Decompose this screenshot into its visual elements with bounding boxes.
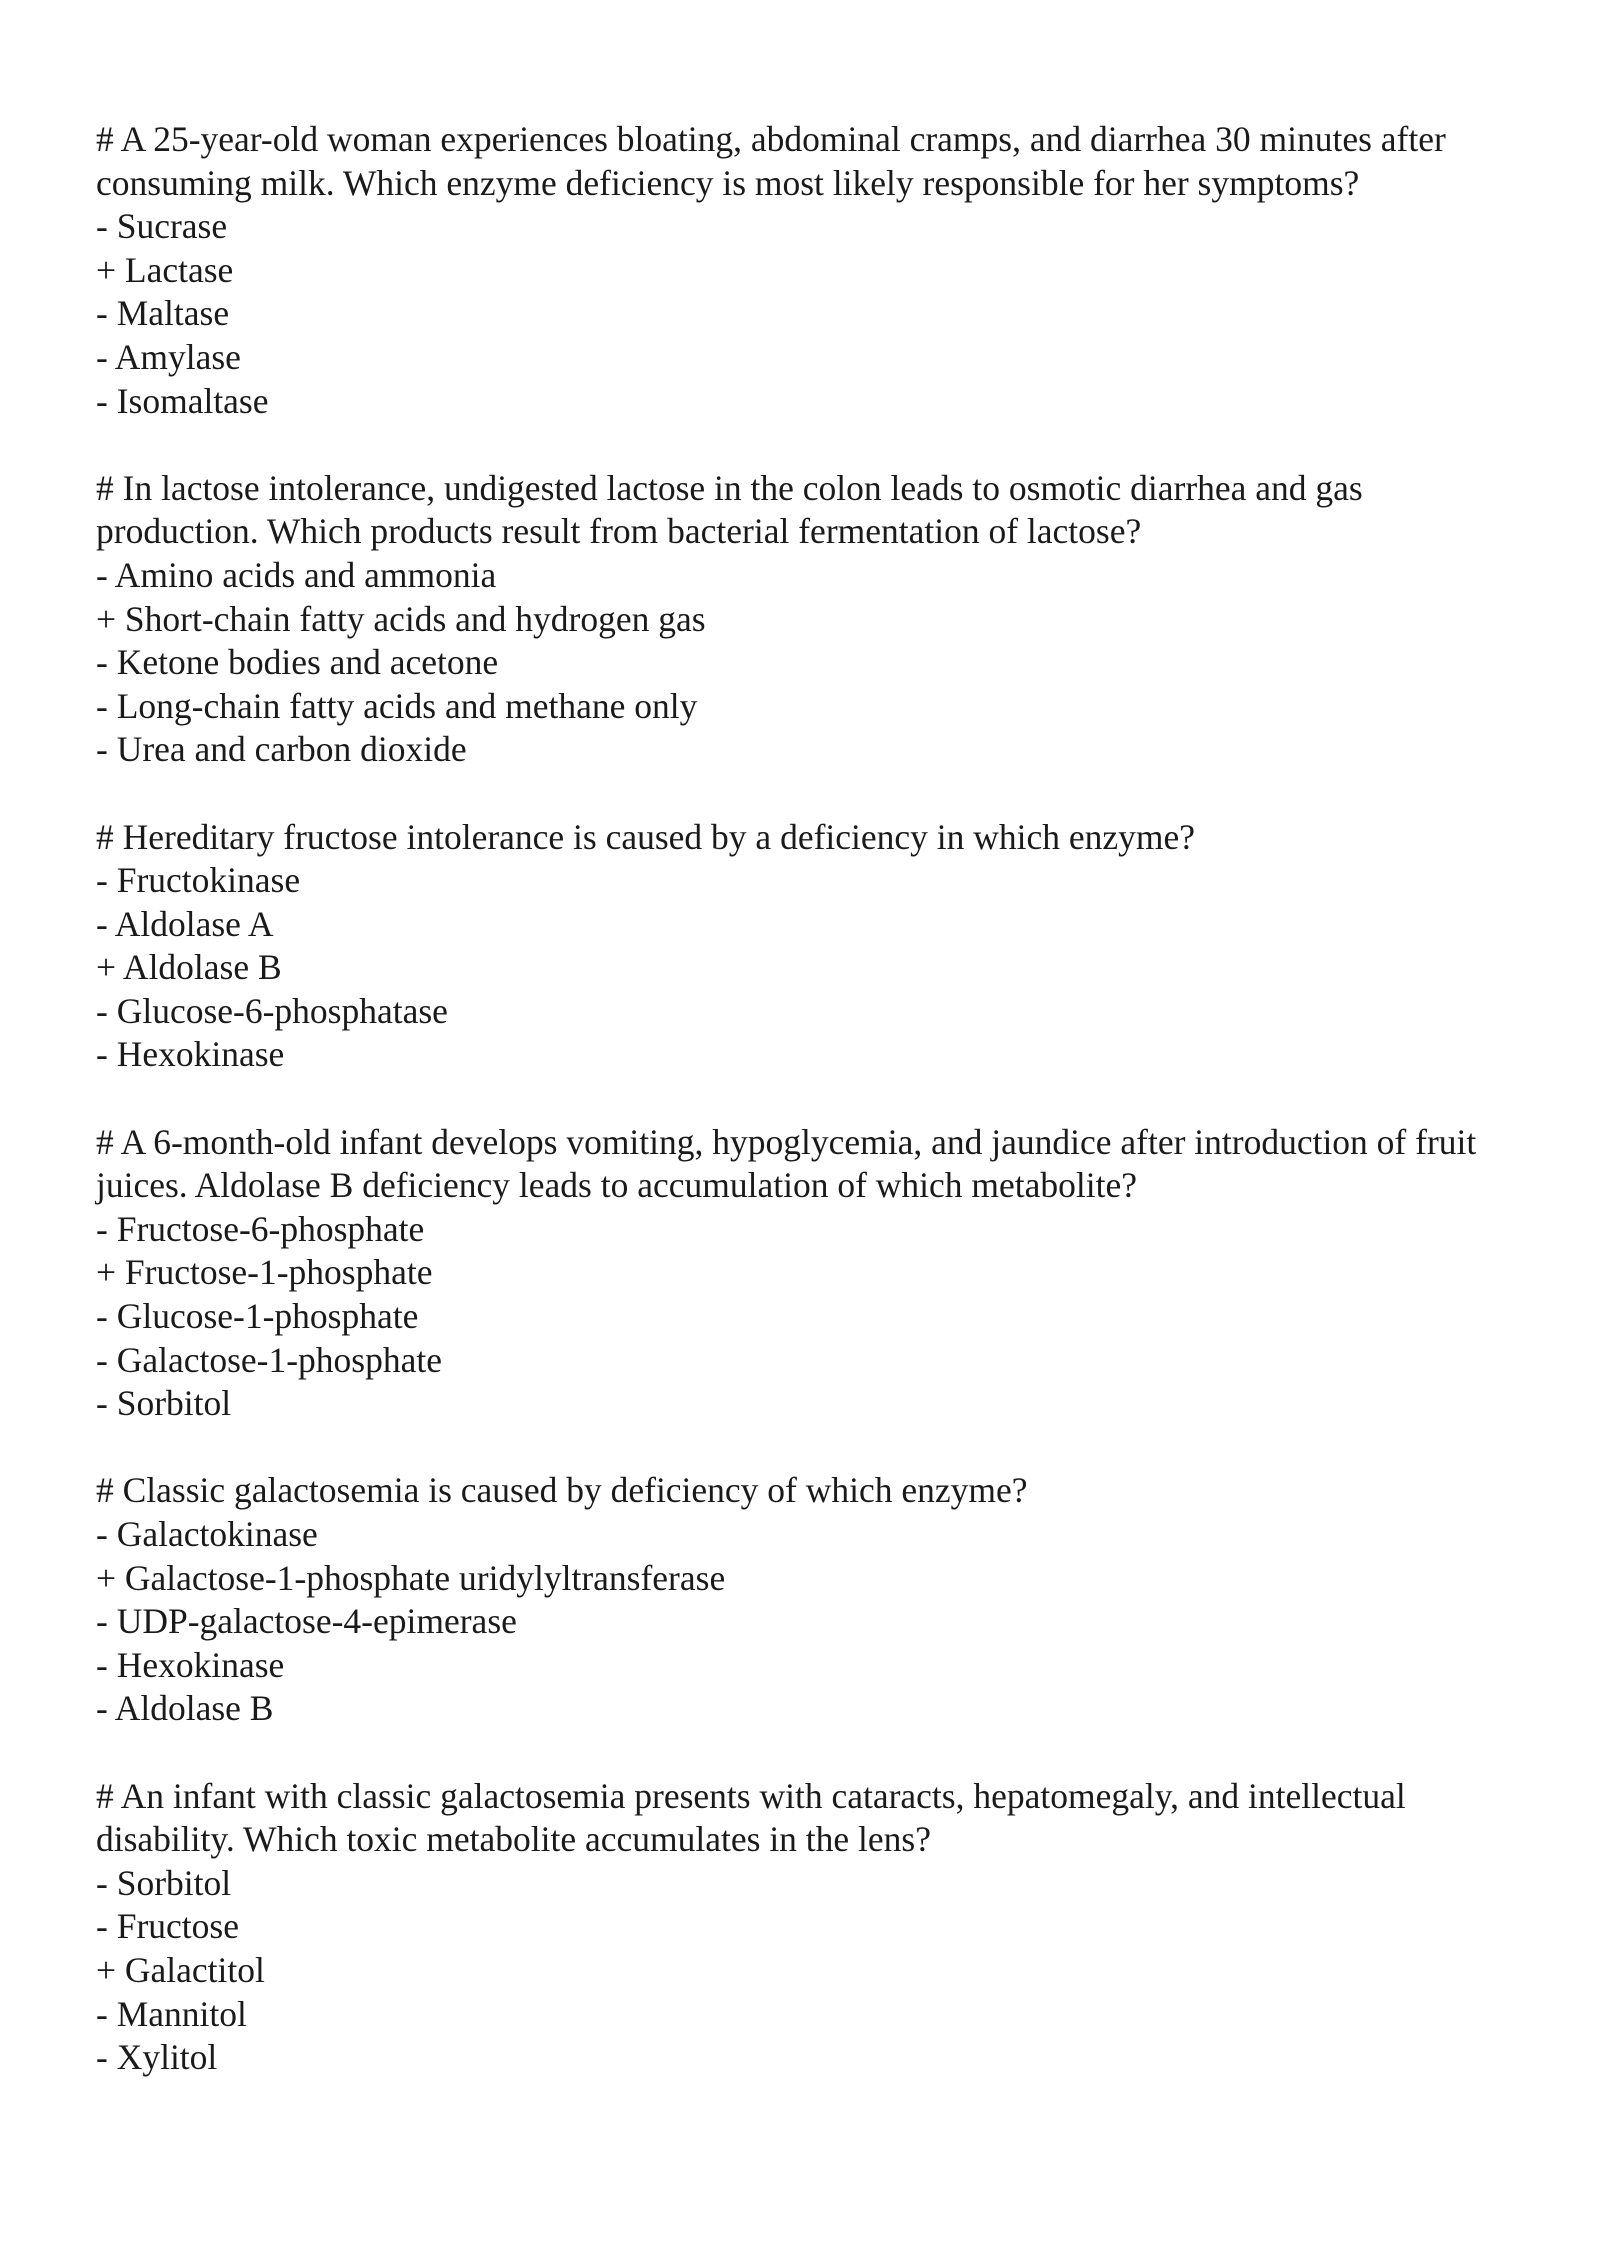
answer-option: - Aldolase A — [96, 903, 274, 944]
answer-option: - Mannitol — [96, 1993, 247, 2034]
answer-option: - UDP-galactose-4-epimerase — [96, 1601, 517, 1642]
answer-option: - Fructose-6-phosphate — [96, 1208, 425, 1249]
answer-option: - Glucose-1-phosphate — [96, 1296, 419, 1337]
answer-option: - Xylitol — [96, 2037, 218, 2078]
answer-option: - Fructose — [96, 1906, 239, 1947]
answer-option: - Maltase — [96, 293, 230, 334]
question-block — [96, 1121, 1516, 1426]
question-block — [96, 816, 1516, 1078]
answer-option-correct: + Galactose-1-phosphate uridylyltransferase — [96, 1557, 726, 1598]
answer-option: - Isomaltase — [96, 380, 269, 421]
question-block — [96, 467, 1516, 772]
answer-option: - Ketone bodies and acetone — [96, 642, 499, 683]
answer-option-correct: + Lactase — [96, 249, 234, 290]
question-block — [96, 118, 1516, 423]
answer-option: - Glucose-6-phosphatase — [96, 990, 448, 1031]
answer-option: - Galactokinase — [96, 1514, 318, 1554]
question-list — [96, 118, 1516, 2123]
answer-option: - Galactose-1-phosphate — [96, 1339, 442, 1380]
question-block — [96, 1775, 1516, 2080]
answer-option: - Fructokinase — [96, 860, 301, 901]
answer-option: - Sorbitol — [96, 1383, 232, 1424]
question-text: # In lactose intolerance, undigested lactose in the colon leads to osmotic diarrhea and gas production. Which products result from bacterial fermentation of lactose? — [96, 467, 1363, 552]
question-block — [96, 1469, 1516, 1731]
answer-option: - Long-chain fatty acids and methane only — [96, 685, 698, 726]
answer-option-correct: + Galactitol — [96, 1949, 265, 1990]
answer-option: - Urea and carbon dioxide — [96, 729, 467, 770]
answer-option: - Hexokinase — [96, 1034, 285, 1075]
answer-option: - Sucrase — [96, 206, 228, 247]
question-text: # A 25-year-old woman experiences bloating, abdominal cramps, and diarrhea 30 minutes after consuming milk. Which enzyme deficiency is most likely responsible for her symptoms? — [96, 119, 1446, 203]
answer-option: - Hexokinase — [96, 1644, 285, 1685]
answer-option: - Sorbitol — [96, 1862, 232, 1903]
question-text: # Classic galactosemia is caused by deficiency of which enzyme? — [96, 1470, 1028, 1511]
answer-option-correct: + Fructose-1-phosphate — [96, 1252, 433, 1293]
answer-option: - Aldolase B — [96, 1688, 274, 1729]
answer-option: - Amino acids and ammonia — [96, 554, 497, 595]
answer-option: - Amylase — [96, 336, 241, 377]
question-text: # A 6-month-old infant develops vomiting, hypoglycemia, and jaundice after introduction of fruit juices. Aldolase B deficiency leads to accumulation of which metabolite? — [96, 1121, 1477, 1206]
question-text: # An infant with classic galactosemia presents with cataracts, hepatomegaly, and intellectual disability. Which toxic metabolite accumulates in the lens? — [96, 1775, 1406, 1860]
answer-option-correct: + Aldolase B — [96, 947, 282, 988]
question-text: # Hereditary fructose intolerance is caused by a deficiency in which enzyme? — [96, 816, 1196, 857]
answer-option-correct: + Short-chain fatty acids and hydrogen gas — [96, 598, 706, 639]
